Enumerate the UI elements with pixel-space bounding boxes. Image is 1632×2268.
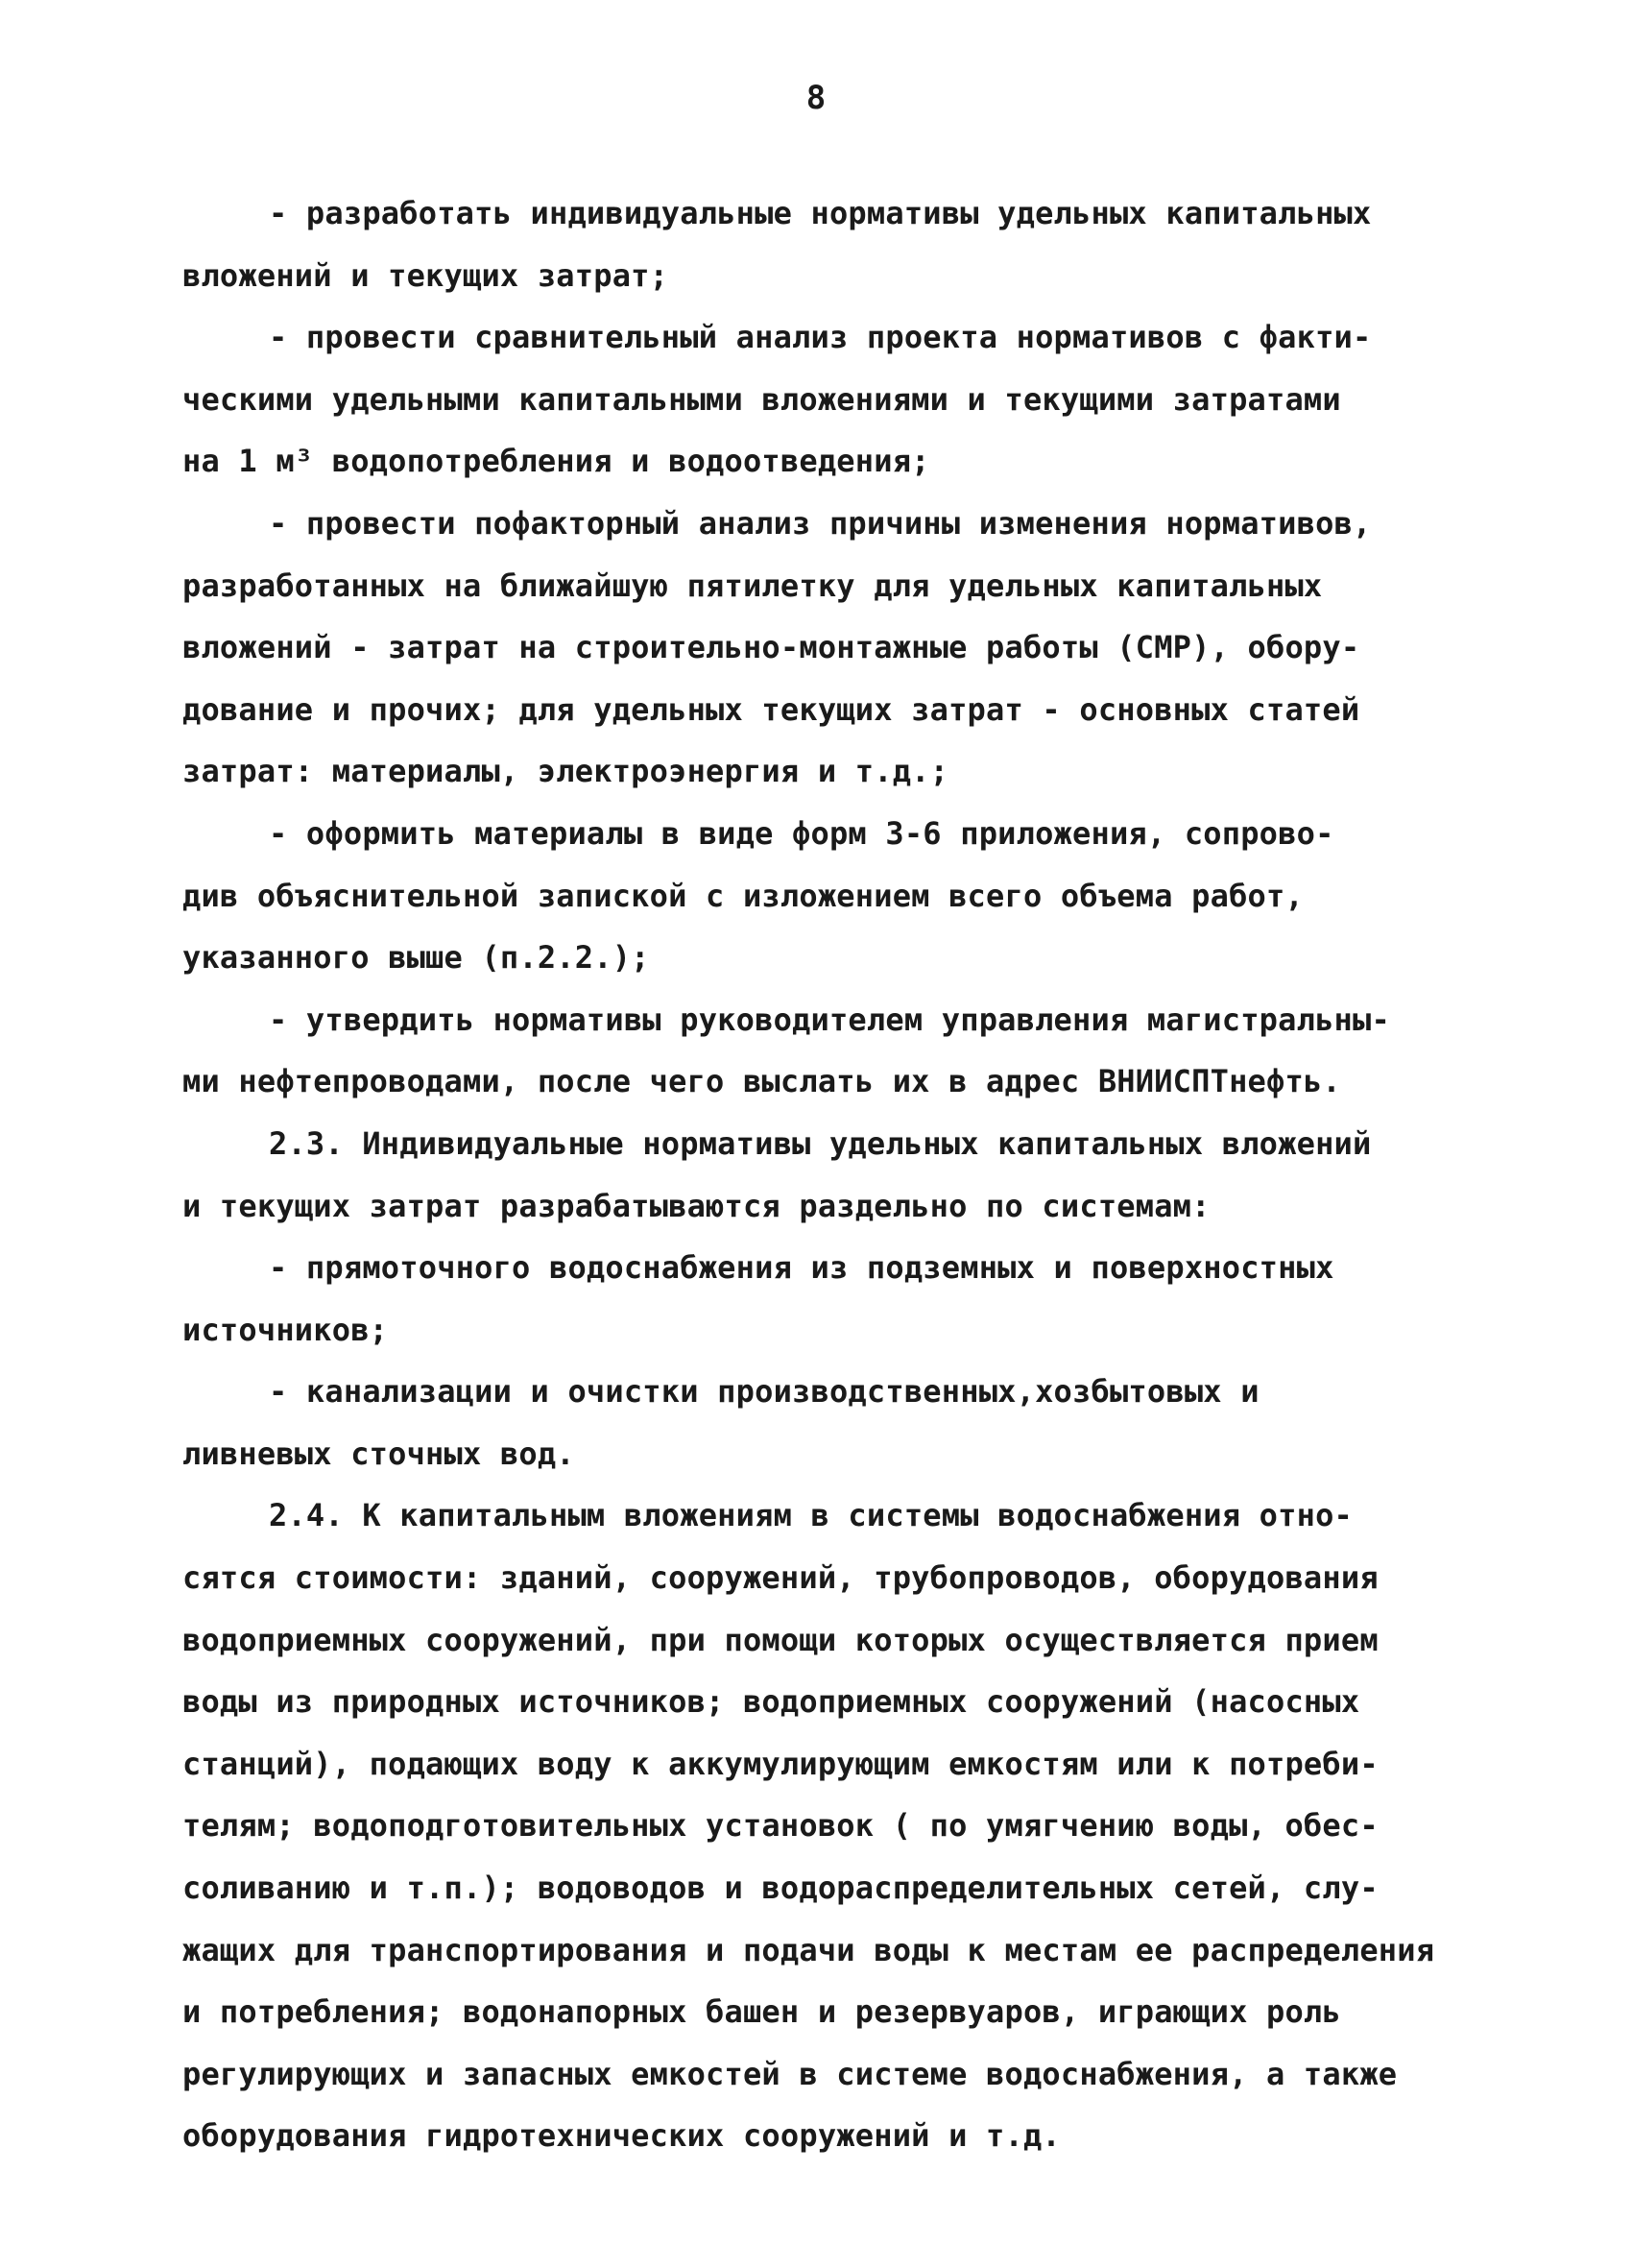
- text-line: телям; водоподготовительных установок ( по умягчению воды, обес-: [182, 1807, 1379, 1845]
- text-line: - разработать индивидуальные нормативы удельных капитальных: [269, 195, 1372, 231]
- page-number: 8: [805, 79, 827, 117]
- text-line: на 1 м³ водопотребления и водоотведения;: [182, 443, 930, 480]
- text-line: и текущих затрат разрабатываются раздельно по системам:: [182, 1187, 1211, 1224]
- text-line: регулирующих и запасных емкостей в системе водоснабжения, а также: [182, 2055, 1398, 2092]
- text-line: - провести сравнительный анализ проекта нормативов с факти-: [269, 319, 1372, 356]
- text-line: указанного выше (п.2.2.);: [182, 939, 650, 977]
- text-line: сятся стоимости: зданий, сооружений, трубопроводов, оборудования: [182, 1559, 1379, 1597]
- text-line: вложений и текущих затрат;: [182, 256, 669, 294]
- text-line: - утвердить нормативы руководителем управления магистральны-: [269, 1001, 1390, 1038]
- text-line: ливневых сточных вод.: [182, 1435, 575, 1472]
- text-line: див объяснительной запиской с изложением всего объема работ,: [182, 877, 1304, 914]
- text-line: оборудования гидротехнических сооружений и т.д.: [182, 2117, 1061, 2155]
- text-line: станций), подающих воду к аккумулирующим емкостям или к потреби-: [182, 1745, 1379, 1782]
- text-line: - канализации и очистки производственных,хозбытовых и: [269, 1373, 1260, 1411]
- text-line: и потребления; водонапорных башен и резервуаров, играющих роль: [182, 1993, 1341, 2031]
- text-line: дование и прочих; для удельных текущих затрат - основных статей: [182, 690, 1360, 728]
- text-line: водоприемных сооружений, при помощи которых осуществляется прием: [182, 1621, 1379, 1658]
- text-line: 2.4. К капитальным вложениям в системы водоснабжения отно-: [269, 1497, 1354, 1534]
- text-line: разработанных на ближайшую пятилетку для удельных капитальных: [182, 567, 1323, 604]
- text-line: ческими удельными капитальными вложениями и текущими затратами: [182, 380, 1341, 418]
- text-body: [182, 182, 1469, 2167]
- text-line: ми нефтепроводами, после чего выслать их в адрес ВНИИСПТнефть.: [182, 1063, 1341, 1100]
- text-line: 2.3. Индивидуальные нормативы удельных капитальных вложений: [269, 1124, 1372, 1162]
- text-line: - прямоточного водоснабжения из подземных и поверхностных: [269, 1249, 1334, 1287]
- text-line: жащих для транспортирования и подачи воды к местам ее распределения: [182, 1931, 1435, 1968]
- text-line: источников;: [182, 1311, 389, 1348]
- text-line: - провести пофакторный анализ причины изменения нормативов,: [269, 504, 1372, 542]
- text-line: затрат: материалы, электроэнергия и т.д.;: [182, 753, 949, 790]
- text-line: воды из природных источников; водоприемных сооружений (насосных: [182, 1683, 1360, 1721]
- text-line: - оформить материалы в виде форм 3-6 приложения, сопрово-: [269, 814, 1334, 852]
- text-line: соливанию и т.п.); водоводов и водораспределительных сетей, слу-: [182, 1870, 1379, 1907]
- text-line: вложений - затрат на строительно-монтажные работы (СМР), обору-: [182, 629, 1360, 666]
